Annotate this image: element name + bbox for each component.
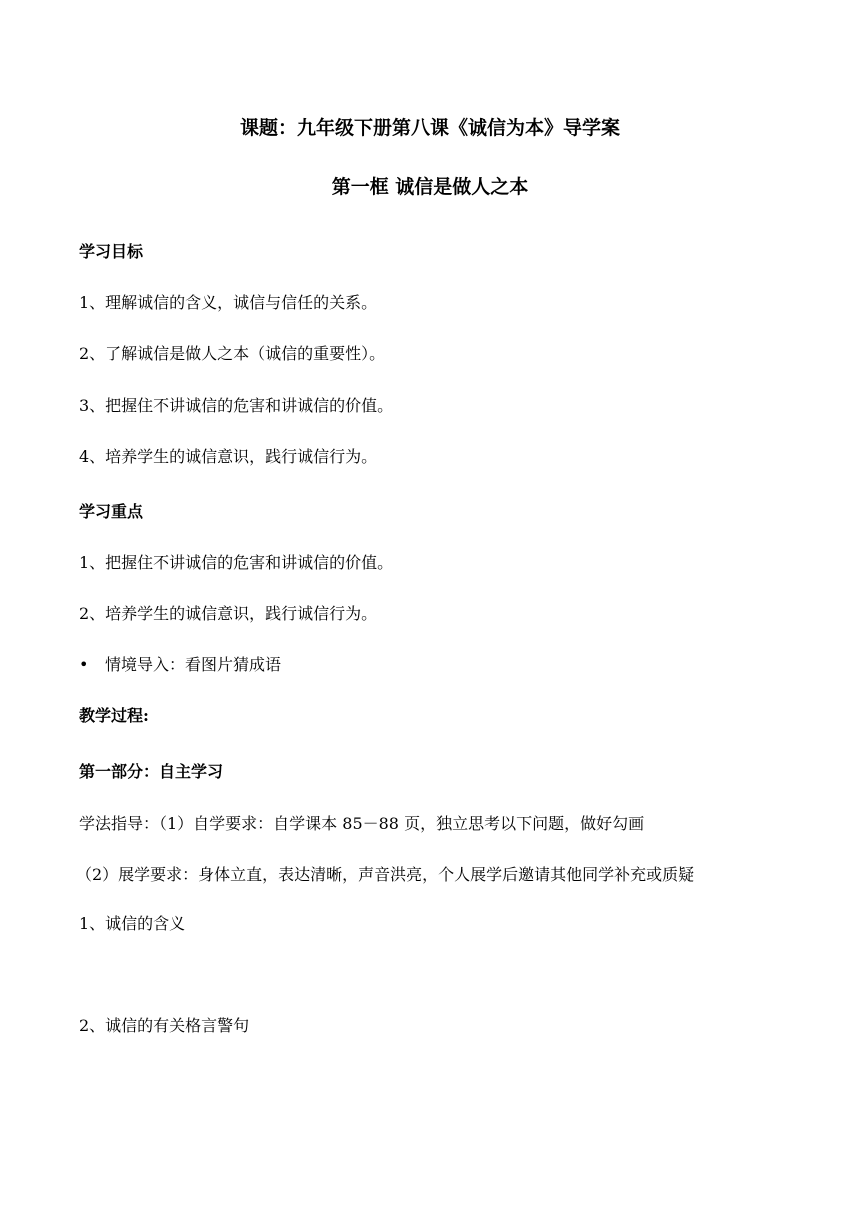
objective-item-1: 1、理解诚信的含义，诚信与信任的关系。 [79, 293, 378, 312]
question-2: 2、诚信的有关格言警句 [79, 1016, 250, 1035]
document-title: 课题：九年级下册第八课《诚信为本》导学案 [239, 117, 620, 139]
key-point-item-2: 2、培养学生的诚信意识，践行诚信行为。 [79, 604, 378, 623]
key-points-heading: 学习重点 [79, 502, 144, 521]
process-heading: 教学过程: [79, 706, 149, 725]
objective-item-2: 2、了解诚信是做人之本（诚信的重要性）。 [79, 344, 386, 363]
intro-text: 情境导入：看图片猜成语 [105, 655, 282, 674]
document-subtitle: 第一框 诚信是做人之本 [331, 176, 529, 198]
bullet-icon: • [79, 655, 89, 674]
objective-item-4: 4、培养学生的诚信意识，践行诚信行为。 [79, 447, 378, 466]
part1-heading: 第一部分：自主学习 [79, 762, 224, 781]
objectives-heading: 学习目标 [79, 242, 144, 261]
intro-bullet-item [79, 655, 281, 675]
method-guide: 学法指导：（1）自学要求：自学课本 85－88 页，独立思考以下问题，做好勾画 [79, 814, 645, 833]
objective-item-3: 3、把握住不讲诚信的危害和讲诚信的价值。 [79, 396, 394, 415]
question-1: 1、诚信的含义 [79, 914, 186, 933]
show-requirement: （2）展学要求：身体立直，表达清晰，声音洪亮，个人展学后邀请其他同学补充或质疑 [76, 865, 695, 884]
key-point-item-1: 1、把握住不讲诚信的危害和讲诚信的价值。 [79, 553, 394, 572]
